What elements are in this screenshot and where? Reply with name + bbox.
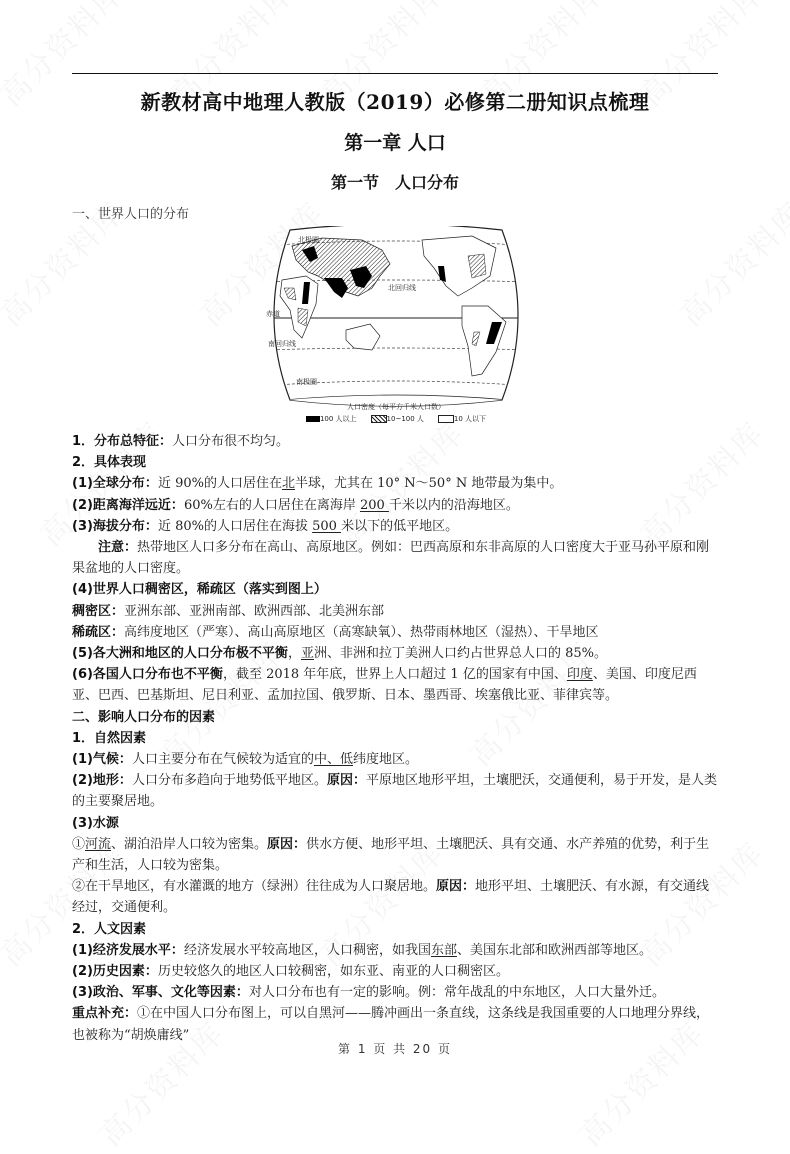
part2-heading: 二、影响人口分布的因素 xyxy=(72,709,216,725)
paragraph-global-distribution: (1)全球分布：近 90%的人口居住在北半球，尤其在 10° N～50° N 地带最为集中。 xyxy=(72,476,563,492)
antarctic-circle-label: 南极圈 xyxy=(296,378,317,386)
paragraph-dense-areas: 稠密区：亚洲东部、亚洲南部、欧洲西部、北美洲东部 xyxy=(72,603,385,619)
legend-swatch-hatched xyxy=(371,415,387,423)
paragraph-history: (2)历史因素：历史较悠久的地区人口较稠密，如东亚、南亚的人口稠密区。 xyxy=(72,964,509,980)
map-legend xyxy=(262,402,530,424)
page-indicator: 第 1 页 共 20 页 xyxy=(338,1042,452,1056)
paragraph-climate: (1)气候：人口主要分布在气候较为适宜的中、低纬度地区。 xyxy=(72,752,418,768)
header-rule xyxy=(72,73,718,74)
paragraph-altitude: (3)海拔分布：近 80%的人口居住在海拔 500 米以下的低平地区。 xyxy=(72,518,459,534)
legend-swatch-black xyxy=(306,416,320,422)
legend-item-low: 10 人以下 xyxy=(438,414,486,424)
world-population-density-map xyxy=(262,226,530,426)
heading-water: (3)水源 xyxy=(72,815,119,831)
legend-title: 人口密度（每平方千米人口数） xyxy=(347,403,445,411)
equator-label: 赤道 xyxy=(266,310,280,318)
paragraph-sparse-areas: 稀疏区：高纬度地区（严寒）、高山高原地区（高寒缺氧）、热带雨林地区（湿热）、干旱地区 xyxy=(72,624,599,640)
paragraph-countries: (6)各国人口分布也不平衡，截至 2018 年年底，世界上人口超过 1 亿的国家有中国、印度、美国、印度尼西亚、巴西、巴基斯坦、尼日利亚、孟加拉国、俄罗斯、日本、墨西哥、埃塞俄比亚、菲律宾等。 xyxy=(72,667,697,704)
legend-item-high: 100 人以上 xyxy=(306,414,357,424)
paragraph-note: 注意：热带地区人口多分布在高山、高原地区。例如：巴西高原和东非高原的人口密度大于亚马孙平原和刚果盆地的人口密度。 xyxy=(72,540,710,577)
part1-heading: 一、世界人口的分布 xyxy=(72,207,190,222)
heading-human-factors: 2．人文因素 xyxy=(72,921,147,937)
paragraph-water-rivers: ①河流、湖泊沿岸人口较为密集。原因：供水方便、地形平坦、土壤肥沃、具有交通、水产养殖的优势，利于生产和生活，人口较为密集。 xyxy=(72,836,710,874)
paragraph-overall-feature: 1．分布总特征：人口分布很不均匀。 xyxy=(72,434,290,449)
legend-swatch-white xyxy=(438,415,454,423)
paragraph-water-oasis: ②在干旱地区，有水灌溉的地方（绿洲）往往成为人口聚居地。原因：地形平坦、土壤肥沃、有水源，有交通线经过，交通便利。 xyxy=(72,879,710,916)
chapter-title: 第一章 人口 xyxy=(344,132,446,154)
paragraph-terrain: (2)地形：人口分布多趋向于地势低平地区。原因：平原地区地形平坦，土壤肥沃，交通便利，易于开发，是人类的主要聚居地。 xyxy=(72,773,717,810)
watermark xyxy=(668,190,790,334)
document-body xyxy=(72,431,718,1046)
legend-item-mid: 10~100 人 xyxy=(371,414,424,424)
heading-natural-factors: 1．自然因素 xyxy=(72,730,147,746)
heading-specific: 2．具体表现 xyxy=(72,455,147,471)
document-title: 新教材高中地理人教版（2019）必修第二册知识点梳理 xyxy=(140,90,650,114)
paragraph-ocean-distance: (2)距离海洋远近：60%左右的人口居住在离海岸 200 千米以内的沿海地区。 xyxy=(72,497,519,513)
tropic-cancer-label: 北回归线 xyxy=(388,284,416,292)
heading-dense-sparse: (4)世界人口稠密区，稀疏区（落实到图上） xyxy=(72,582,327,598)
paragraph-key-supplement: 重点补充：①在中国人口分布图上，可以自黑河——腾冲画出一条直线，这条线是我国重要的人口地理分界线，也被称为“胡焕庸线” xyxy=(72,1006,710,1043)
tropic-capricorn-label: 南回归线 xyxy=(268,340,296,348)
arctic-circle-label: 北极圈 xyxy=(298,236,319,244)
section-title: 第一节 人口分布 xyxy=(330,173,459,192)
paragraph-continents: (5)各大洲和地区的人口分布极不平衡，亚洲、非洲和拉丁美洲人口约占世界总人口的 85%。 xyxy=(72,646,607,662)
paragraph-politics: (3)政治、军事、文化等因素：对人口分布也有一定的影响。例：常年战乱的中东地区，人口大量外迁。 xyxy=(72,985,665,1001)
paragraph-economy: (1)经济发展水平：经济发展水平较高地区，人口稠密，如我国东部、美国东北部和欧洲西部等地区。 xyxy=(72,942,652,958)
